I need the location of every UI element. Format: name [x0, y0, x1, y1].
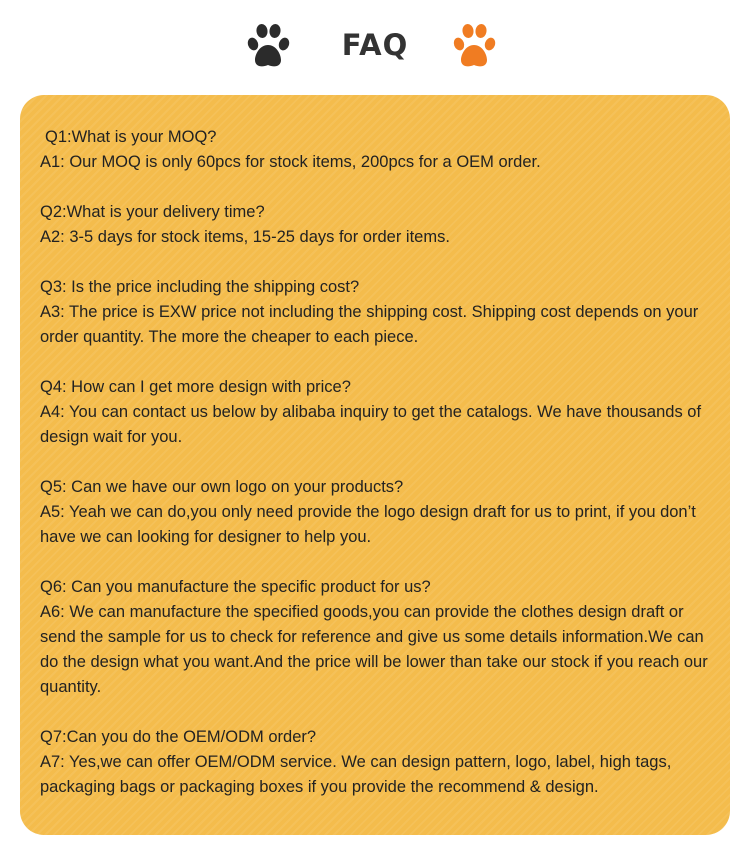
- faq-question: Q6: Can you manufacture the specific product for us?: [40, 578, 431, 596]
- faq-item: [40, 475, 720, 550]
- faq-question: Q2:What is your delivery time?: [40, 203, 265, 221]
- faq-answer: A4: You can contact us below by alibaba inquiry to get the catalogs. We have thousands of design wait for you.: [40, 403, 702, 446]
- faq-item: [40, 375, 720, 450]
- faq-item: [40, 725, 720, 800]
- faq-question: Q1:What is your MOQ?: [45, 128, 217, 146]
- faq-item: [40, 275, 720, 350]
- faq-list: [40, 125, 720, 825]
- faq-question: Q3: Is the price including the shipping cost?: [40, 278, 360, 296]
- faq-answer: A5: Yeah we can do,you only need provide the logo design draft for us to print, if you don’t have we can looking for designer to help you.: [40, 503, 696, 546]
- faq-question: Q4: How can I get more design with price?: [40, 378, 351, 396]
- faq-card: [20, 95, 730, 835]
- faq-answer: A3: The price is EXW price not including the shipping cost. Shipping cost depends on your order quantity. The more the cheaper to each piece.: [40, 303, 699, 346]
- faq-item: [40, 575, 720, 700]
- faq-question: Q5: Can we have our own logo on your products?: [40, 478, 404, 496]
- faq-question: Q7:Can you do the OEM/ODM order?: [40, 728, 317, 746]
- faq-answer: A2: 3-5 days for stock items, 15-25 days for order items.: [40, 228, 450, 246]
- paw-icon: [452, 22, 496, 70]
- faq-answer: A6: We can manufacture the specified goods,you can provide the clothes design draft or send the sample for us to check for reference and give us some details information.We can do the design what you want.And the price will be lower than take our stock if you reach our quantity.: [40, 603, 708, 696]
- faq-item: [40, 125, 720, 175]
- faq-answer: A7: Yes,we can offer OEM/ODM service. We can design pattern, logo, label, high tags, packaging bags or packaging boxes if you provide the recommend & design.: [40, 753, 672, 796]
- page-title: FAQ: [341, 28, 409, 62]
- faq-item: [40, 200, 720, 250]
- faq-header: [0, 18, 750, 74]
- faq-answer: A1: Our MOQ is only 60pcs for stock items, 200pcs for a OEM order.: [40, 153, 541, 171]
